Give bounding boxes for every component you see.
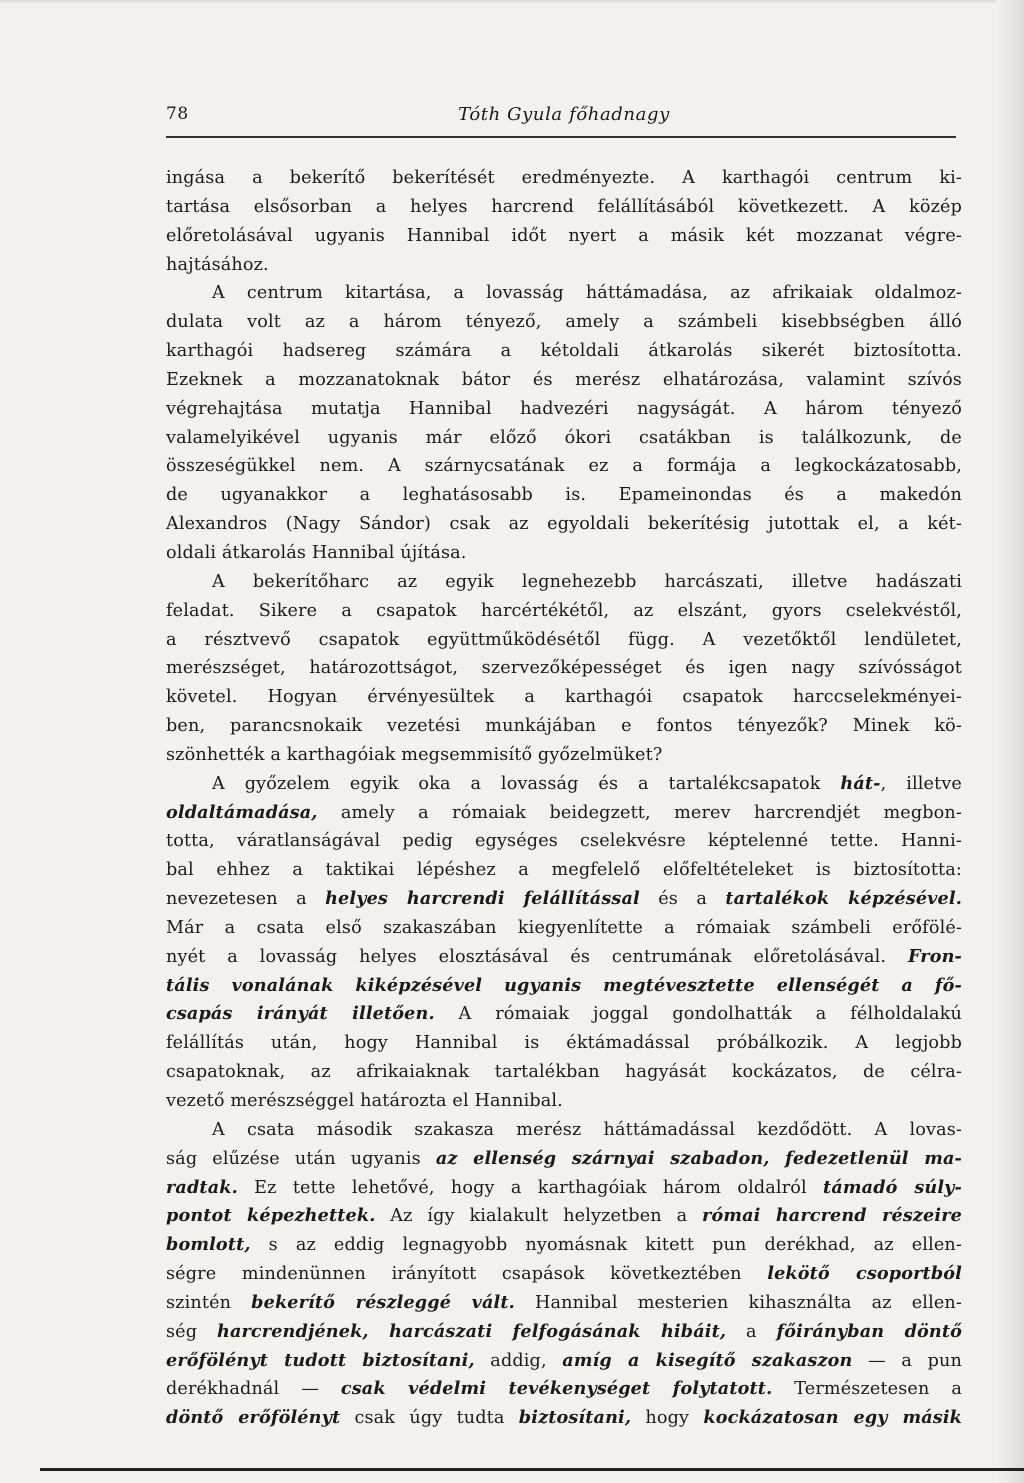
text-run: bal ehhez a taktikai lépéshez a megfelelő előfeltételeket is biztosította:: [166, 860, 962, 881]
text-run: ság elűzése után ugyanis: [166, 1148, 436, 1169]
text-run: ség: [166, 1321, 218, 1342]
text-line: [166, 1029, 962, 1058]
bottom-rule: [40, 1468, 1024, 1471]
text-run: derékhadnál —: [166, 1379, 341, 1400]
text-run: , illetve: [880, 773, 962, 794]
emphasized-text: biztosítani,: [518, 1407, 632, 1429]
text-run: Természetesen a: [772, 1379, 962, 1400]
running-title: Tóth Gyula főhadnagy: [458, 104, 670, 125]
text-line: [166, 799, 962, 828]
text-line: [166, 366, 962, 395]
text-line: [166, 164, 962, 193]
text-run: ben, parancsnokaik vezetési munkájában e fontos tényezők? Minek kö-: [166, 716, 962, 737]
text-line: [166, 1087, 962, 1116]
text-run: hajtásához.: [166, 254, 269, 275]
emphasized-text: főirányban döntő: [776, 1320, 963, 1342]
text-line: [166, 683, 962, 712]
emphasized-text: hát-: [840, 772, 881, 794]
text-run: totta, váratlanságával pedig egységes cselekvésre képtelenné tette. Hanni-: [166, 831, 962, 852]
text-run: merészséget, határozottságot, szervezőképességet és igen nagy szívósságot: [166, 658, 962, 679]
emphasized-text: tartalékok képzésével.: [725, 888, 962, 910]
text-run: nevezetesen a: [166, 889, 326, 910]
page-header: [166, 98, 962, 142]
emphasized-text: bekerítő részleggé vált.: [251, 1291, 515, 1313]
text-run: A győzelem egyik oka a lovasság és a tartalékcsapatok: [212, 773, 841, 794]
text-run: szintén: [166, 1292, 252, 1313]
text-run: Alexandros (Nagy Sándor) csak az egyoldali bekerítésig jutottak el, a két-: [166, 514, 962, 535]
emphasized-text: kockázatosan egy másik: [703, 1407, 962, 1429]
text-run: szönhették a karthagóiak megsemmisítő győzelmüket?: [166, 744, 663, 765]
emphasized-text: bomlott,: [166, 1234, 251, 1256]
text-run: összeségükkel nem. A szárnycsatának ez a formája a legkockázatosabb,: [166, 456, 962, 477]
text-run: Ez tette lehetővé, hogy a karthagóiak három oldalról: [237, 1177, 824, 1198]
text-run: nyét a lovasság helyes elosztásával és centrumának előretolásával.: [166, 946, 908, 967]
page-right-edge: [996, 0, 1024, 1483]
text-line: [166, 1231, 962, 1260]
text-line: [166, 222, 962, 251]
emphasized-text: pontot képezhettek.: [166, 1205, 376, 1227]
text-run: addig,: [474, 1350, 563, 1371]
text-line: [166, 885, 962, 914]
text-line: [166, 193, 962, 222]
emphasized-text: erőfölényt tudott biztosítani,: [166, 1349, 475, 1371]
text-line: [166, 1289, 962, 1318]
text-line: [166, 856, 962, 885]
emphasized-text: harcrendjének, harcászati felfogásának hibáit,: [217, 1320, 727, 1342]
emphasized-text: Fron-: [907, 945, 962, 967]
text-run: és a: [639, 889, 726, 910]
text-line: [166, 452, 962, 481]
text-run: végrehajtása mutatja Hannibal hadvezéri nagyságát. A három tényező: [166, 398, 962, 419]
emphasized-text: támadó súly-: [823, 1176, 962, 1198]
text-line: [166, 770, 962, 799]
text-run: ingása a bekerítő bekerítését eredményezte. A karthagói centrum ki-: [166, 168, 962, 188]
text-line: [166, 1116, 962, 1145]
text-line: [166, 1058, 962, 1087]
text-line: [166, 1000, 962, 1029]
text-run: A rómaiak joggal gondolhatták a félholdalakú: [434, 1004, 962, 1025]
emphasized-text: csapás irányát illetően.: [166, 1003, 435, 1025]
text-line: [166, 654, 962, 683]
text-line: [166, 914, 962, 943]
text-line: [166, 1347, 962, 1376]
text-line: [166, 337, 962, 366]
emphasized-text: tális vonalának kiképzésével ugyanis megtévesztette ellenségét a fő-: [166, 974, 962, 996]
text-run: A csata második szakasza merész háttámadással kezdődött. A lovas-: [212, 1119, 962, 1140]
text-line: [166, 1318, 962, 1347]
text-line: [166, 1260, 962, 1289]
text-line: [166, 741, 962, 770]
text-line: [166, 308, 962, 337]
text-run: s az eddig legnagyobb nyomásnak kitett pun derékhad, az ellen-: [250, 1235, 962, 1256]
text-run: karthagói hadsereg számára a kétoldali átkarolás sikerét biztosította.: [166, 341, 962, 362]
text-run: valamelyikével ugyanis már előző ókori csatákban is találkozunk, de: [166, 427, 962, 448]
text-run: feladat. Sikere a csapatok harcértékétől, az elszánt, gyors cselekvéstől,: [166, 600, 962, 621]
text-run: előretolásával ugyanis Hannibal időt nyert a másik két mozzanat végre-: [166, 225, 962, 246]
text-run: de ugyanakkor a leghatásosabb is. Epameinondas és a makedón: [166, 485, 962, 506]
text-run: A bekerítőharc az egyik legnehezebb harcászati, illetve hadászati: [212, 571, 962, 592]
text-run: követel. Hogyan érvényesültek a karthagói csapatok harccselekményei-: [166, 687, 962, 708]
text-line: [166, 1145, 962, 1174]
emphasized-text: radtak.: [166, 1176, 238, 1198]
emphasized-text: oldaltámadása,: [166, 801, 318, 823]
text-line: [166, 1174, 962, 1203]
text-run: ségre mindenünnen irányított csapások következtében: [166, 1264, 768, 1285]
text-run: — a pun: [852, 1350, 962, 1371]
text-line: [166, 712, 962, 741]
text-run: A centrum kitartása, a lovasság háttámadása, az afrikaiak oldalmoz-: [212, 283, 962, 304]
text-line: [166, 568, 962, 597]
text-line: [166, 279, 962, 308]
page-top-edge: [0, 0, 1024, 4]
emphasized-text: helyes harcrendi felállítással: [325, 888, 640, 910]
text-run: hogy: [631, 1408, 704, 1429]
text-line: [166, 424, 962, 453]
text-line: [166, 481, 962, 510]
text-run: felállítás után, hogy Hannibal is éktámadással próbálkozik. A legjobb: [166, 1033, 962, 1054]
text-line: [166, 972, 962, 1001]
text-line: [166, 539, 962, 568]
text-line: [166, 510, 962, 539]
text-line: [166, 626, 962, 655]
text-line: [166, 597, 962, 626]
text-run: tartása elsősorban a helyes harcrend felállításából következett. A közép: [166, 196, 962, 217]
emphasized-text: amíg a kisegítő szakaszon: [562, 1349, 853, 1371]
text-run: csapatoknak, az afrikaiaknak tartalékban hagyását kockázatos, de célra-: [166, 1062, 962, 1083]
body-text: [166, 164, 962, 1433]
text-run: vezető merészséggel határozta el Hannibal.: [166, 1091, 563, 1111]
emphasized-text: lekötő csoportból: [767, 1263, 962, 1285]
text-line: [166, 395, 962, 424]
text-run: amely a rómaiak beidegzett, merev harcrendjét megbon-: [317, 802, 962, 823]
emphasized-text: római harcrend részeire: [702, 1205, 962, 1227]
text-run: a résztvevő csapatok együttműködésétől függ. A vezetőktől lendületet,: [166, 629, 962, 650]
text-run: Ezeknek a mozzanatoknak bátor és merész elhatározása, valamint szívós: [166, 369, 962, 390]
text-run: csak úgy tudta: [340, 1408, 519, 1429]
text-run: dulata volt az a három tényező, amely a számbeli kisebbségben álló: [166, 312, 962, 333]
text-line: [166, 1404, 962, 1433]
emphasized-text: döntő erőfölényt: [166, 1407, 341, 1429]
page-number: 78: [166, 104, 189, 124]
text-run: Már a csata első szakaszában kiegyenlítette a rómaiak számbeli erőfölé-: [166, 917, 962, 938]
emphasized-text: az ellenség szárnyai szabadon, fedezetlenül ma-: [435, 1147, 962, 1169]
text-run: a: [726, 1321, 777, 1342]
text-line: [166, 827, 962, 856]
header-rule: [166, 136, 956, 138]
text-line: [166, 1202, 962, 1231]
text-line: [166, 251, 962, 280]
text-line: [166, 943, 962, 972]
text-run: oldali átkarolás Hannibal újítása.: [166, 542, 467, 563]
text-run: Hannibal mesterien kihasználta az ellen-: [514, 1292, 962, 1313]
text-line: [166, 1375, 962, 1404]
text-run: Az így kialakult helyzetben a: [375, 1206, 703, 1227]
emphasized-text: csak védelmi tevékenységet folytatott.: [340, 1378, 773, 1400]
